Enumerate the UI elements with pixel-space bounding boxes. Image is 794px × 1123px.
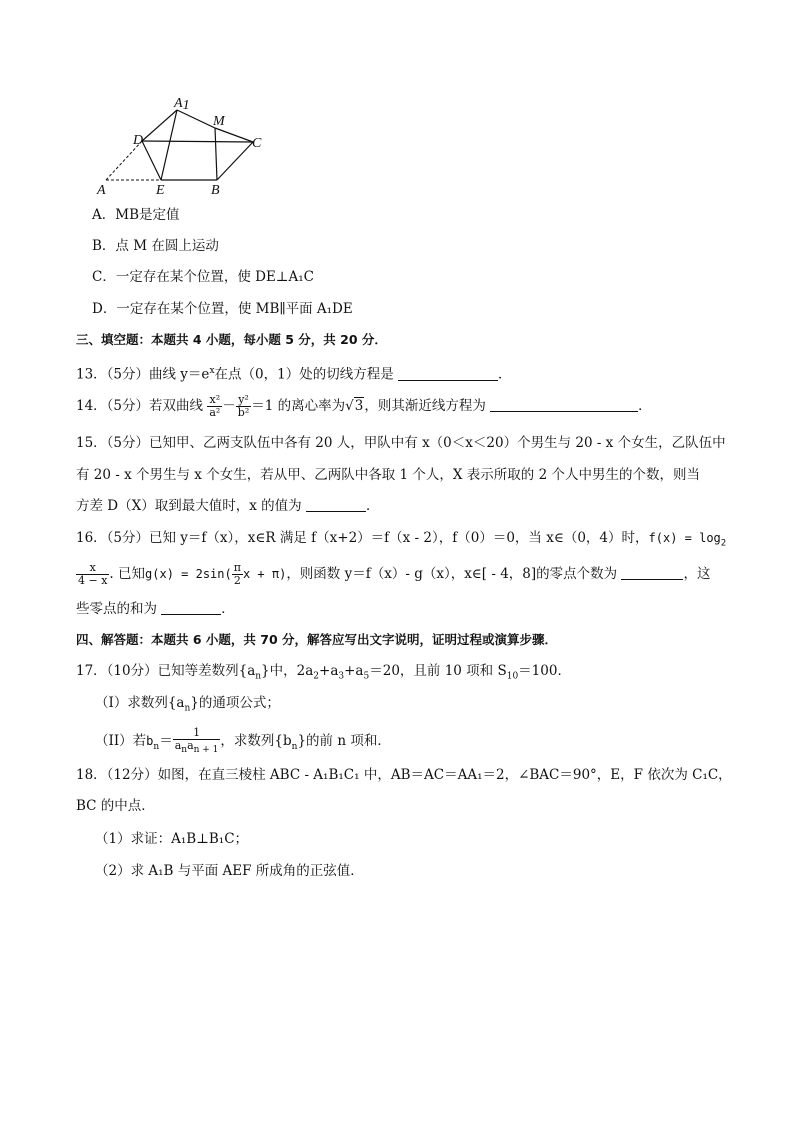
answer-blank-16b[interactable] (161, 600, 221, 615)
option-d: D．一定存在某个位置，使 MB∥平面 A₁DE (92, 301, 353, 317)
question-17: 17．（10分）已知等差数列$\{a_n\}$中，$2a_2+a_3+a_5=20$，且前 10 项和 $S_{10}=100$． (76, 663, 571, 682)
answer-blank-14[interactable] (490, 397, 638, 412)
edge-b-c (217, 142, 253, 180)
answer-blank-16a[interactable] (621, 565, 683, 580)
edge-m-c (215, 128, 253, 142)
question-16-line-2: $\frac{x}{4 - x}$ . 已知g(x) = 2sin( $\frac{\pi}{2}$ x + π)，则函数 y＝f（x）- g（x），x∈[ - 4，8]的零点个数为 ，这 (78, 561, 711, 587)
section-solve-heading: 四、解答题：本题共 6 小题，共 70 分，解答应写出文字说明，证明过程或演算步骤． (76, 632, 558, 647)
fraction-y2-b2: $\frac{\text{y²}}{\text{b²}}$ (237, 393, 250, 419)
sqrt-symbol: √ (345, 398, 354, 414)
label-a: A (97, 183, 106, 198)
geometry-figure (90, 96, 270, 198)
question-17-part-1: （I）求数列$\{a_n\}$的通项公式； (95, 695, 280, 714)
answer-blank-13[interactable] (398, 366, 498, 381)
question-15-line-2: 有 20 - x 个男生与 x 个女生，若从甲、乙两队中各取 1 个人，X 表示所取的 2 个人中男生的个数，则当 (76, 467, 700, 483)
section-fill-in-heading: 三、填空题：本题共 4 小题，每小题 5 分，共 20 分． (76, 332, 387, 347)
question-16-line-1: 16．（5分）已知 y＝f（x），x∈R 满足 f（x+2）＝f（x - 2），f（0）＝0，当 x∈（0，4）时，$f(x) = \log_2$ (76, 530, 727, 549)
fraction-x-over-4-minus-x: $\frac{x}{4 - x}$ (78, 561, 108, 587)
question-18-part-1: （1）求证：A₁B⊥B₁C； (95, 831, 249, 847)
edge-m-b (215, 128, 217, 180)
question-18-line-1: 18．（12分）如图，在直三棱柱 ABC - A₁B₁C₁ 中，AB＝AC＝AA₁＝2，∠BAC＝90°，E，F 依次为 C₁C， (76, 767, 732, 783)
question-14: 14．（5分）若双曲线 $\frac{\text{x²}}{\text{a²}}$ － $\frac{\text{y²}}{\text{b²}}$ ＝1 的离心率为√3，则其渐近线方程为 ． (76, 393, 652, 419)
option-a: A．MB是定值 (92, 207, 180, 223)
question-15-line-1: 15．（5分）已知甲、乙两支队伍中各有 20 人，甲队中有 x（0＜x＜20）个男生与 20 - x 个女生，乙队伍中 (76, 435, 726, 451)
option-b: B．点 M 在圆上运动 (92, 238, 219, 254)
answer-blank-15[interactable] (306, 497, 366, 512)
label-c: C (252, 136, 262, 151)
label-a1: A1 (174, 96, 190, 113)
question-13: 13．（5分）曲线 $y=e^x$在点（0，1）处的切线方程是 ． (76, 366, 512, 383)
fraction-1-over-anan1: $\frac{1}{a_na_{n + 1}}$ (174, 726, 219, 756)
fraction-pi-over-2: $\frac{\pi}{2}$ (233, 561, 241, 587)
question-18-part-2: （2）求 A₁B 与平面 AEF 所成角的正弦值． (95, 863, 364, 879)
edge-d-c (142, 141, 253, 142)
question-16-line-3: 些零点的和为 ． (76, 601, 235, 617)
edge-a1-e (161, 110, 177, 180)
fraction-x2-a2: $\frac{\text{x²}}{\text{a²}}$ (209, 393, 221, 419)
label-e: E (156, 183, 165, 198)
edge-d-e (142, 141, 161, 180)
question-18-line-2: BC 的中点． (76, 798, 155, 814)
option-c: C．一定存在某个位置，使 DE⊥A₁C (92, 269, 314, 285)
edge-a1-d (142, 110, 177, 141)
question-17-part-2: （II）若$b_n=$ $\frac{1}{a_na_{n + 1}}$ ，求数列$\{b_n\}$的前 n 项和． (95, 726, 391, 756)
label-m: M (213, 114, 225, 129)
question-15-line-3: 方差 D（X）取到最大值时，x 的值为 ． (76, 498, 380, 514)
label-b: B (211, 183, 220, 198)
label-d: D (133, 133, 144, 148)
